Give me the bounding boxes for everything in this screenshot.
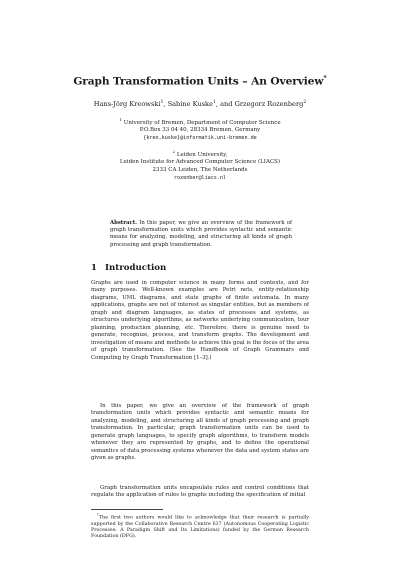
affil-text: University of Bremen, Department of Computer Science (123, 119, 281, 126)
affiliation-2-line1 (0, 148, 400, 159)
author-affil-mark: 1 (212, 100, 216, 105)
abstract-label: Abstract. (110, 220, 137, 226)
footnote-mark: * (97, 513, 99, 517)
affiliation-2-email: rozenber@liacs.nl (173, 174, 227, 181)
paper-title (0, 74, 400, 88)
author-separator: , and (215, 100, 235, 109)
affil-text: Leiden University, (176, 151, 228, 158)
footnote (91, 512, 309, 541)
section-title: Introduction (105, 263, 167, 273)
body-paragraph-2: In this paper, we give an overview of the framework of graph transformation units which provides syntactic and semantic means for analyzing, modeling, and structuring all kinds of graph processing and graph transformation. In particular, graph transformation units can be used to generate graph languages, to specify graph algorithms, to transform models whenever they are represented by graphs, and to define the operational semantics of data processing systems whenever the data and system states are given as graphs. (91, 403, 309, 462)
section-number: 1 (91, 263, 97, 273)
affiliation-1-email: {kreo,kuske}@informatik.uni-bremen.de (143, 135, 257, 142)
title-text: Graph Transformation Units – An Overview (73, 75, 324, 88)
affiliation-1-line1 (0, 116, 400, 127)
author-line: Hans-Jörg Kreowski$^1$, Sabine Kuske$^1$, and Grzegorz Rozenberg$^2$ (93, 100, 307, 109)
title-footnote-mark: * (323, 74, 327, 82)
footnote-rule (91, 509, 163, 510)
author-affil-mark: 2 (303, 100, 307, 105)
section-heading (91, 263, 166, 273)
footnote-text: The first two authors would like to acknowledge that their research is partially supported by the Collaborative Research Centre 637 (Autonomous Cooperating Logistic Processes: A Paradigm Shift and Its Limitations) funded by the German Research Foundation (DFG). (91, 515, 309, 540)
affiliation-1 (0, 116, 400, 143)
author-affil-mark: 1 (160, 100, 164, 105)
author-name: Grzegorz Rozenberg (234, 100, 304, 109)
affiliation-2-line3: 2333 CA Leiden, The Netherlands (152, 167, 248, 174)
author-name: Hans-Jörg Kreowski (93, 100, 161, 109)
affil-mark: 2 (172, 149, 176, 154)
abstract-text: In this paper, we give an overview of the framework of graph transformation units which provides syntactic and semantic means for analyzing, modeling, and structuring all kinds of graph processing and graph transformation. (110, 220, 293, 248)
body-paragraph-3: Graph transformation units encapsulate rules and control conditions that regulate the application of rules to graphs including the specification of initial (91, 485, 309, 499)
body-paragraph-1: Graphs are used in computer science in many forms and contexts, and for many purposes. Well-known examples are Petri nets, entity-relationship diagrams, UML diagrams, and state graphs of finite automata. In many applications, graphs are not of interest as singular entities, but as members of graph and diagram languages, as states of processes and systems, as structures underlying algorithms, as networks underlying communication, tour planning, production planning, etc. Therefore, there is genuine need to generate, recognize, process, and transform graphs. The development and investigation of means and methods to achieve this goal is the focus of the area of graph transformation. (See the Handbook of Graph Grammars and Computing by Graph Transformation [1–3].) (91, 280, 309, 361)
affil-mark: 1 (119, 117, 122, 122)
affiliation-1-line2: P.O.Box 33 04 40, 28334 Bremen, Germany (139, 127, 261, 134)
abstract (110, 220, 292, 249)
affiliation-2 (0, 148, 400, 182)
author-name: Sabine Kuske (167, 100, 213, 109)
affiliation-2-line2: Leiden Institute for Advanced Computer Science (LIACS) (119, 159, 281, 166)
